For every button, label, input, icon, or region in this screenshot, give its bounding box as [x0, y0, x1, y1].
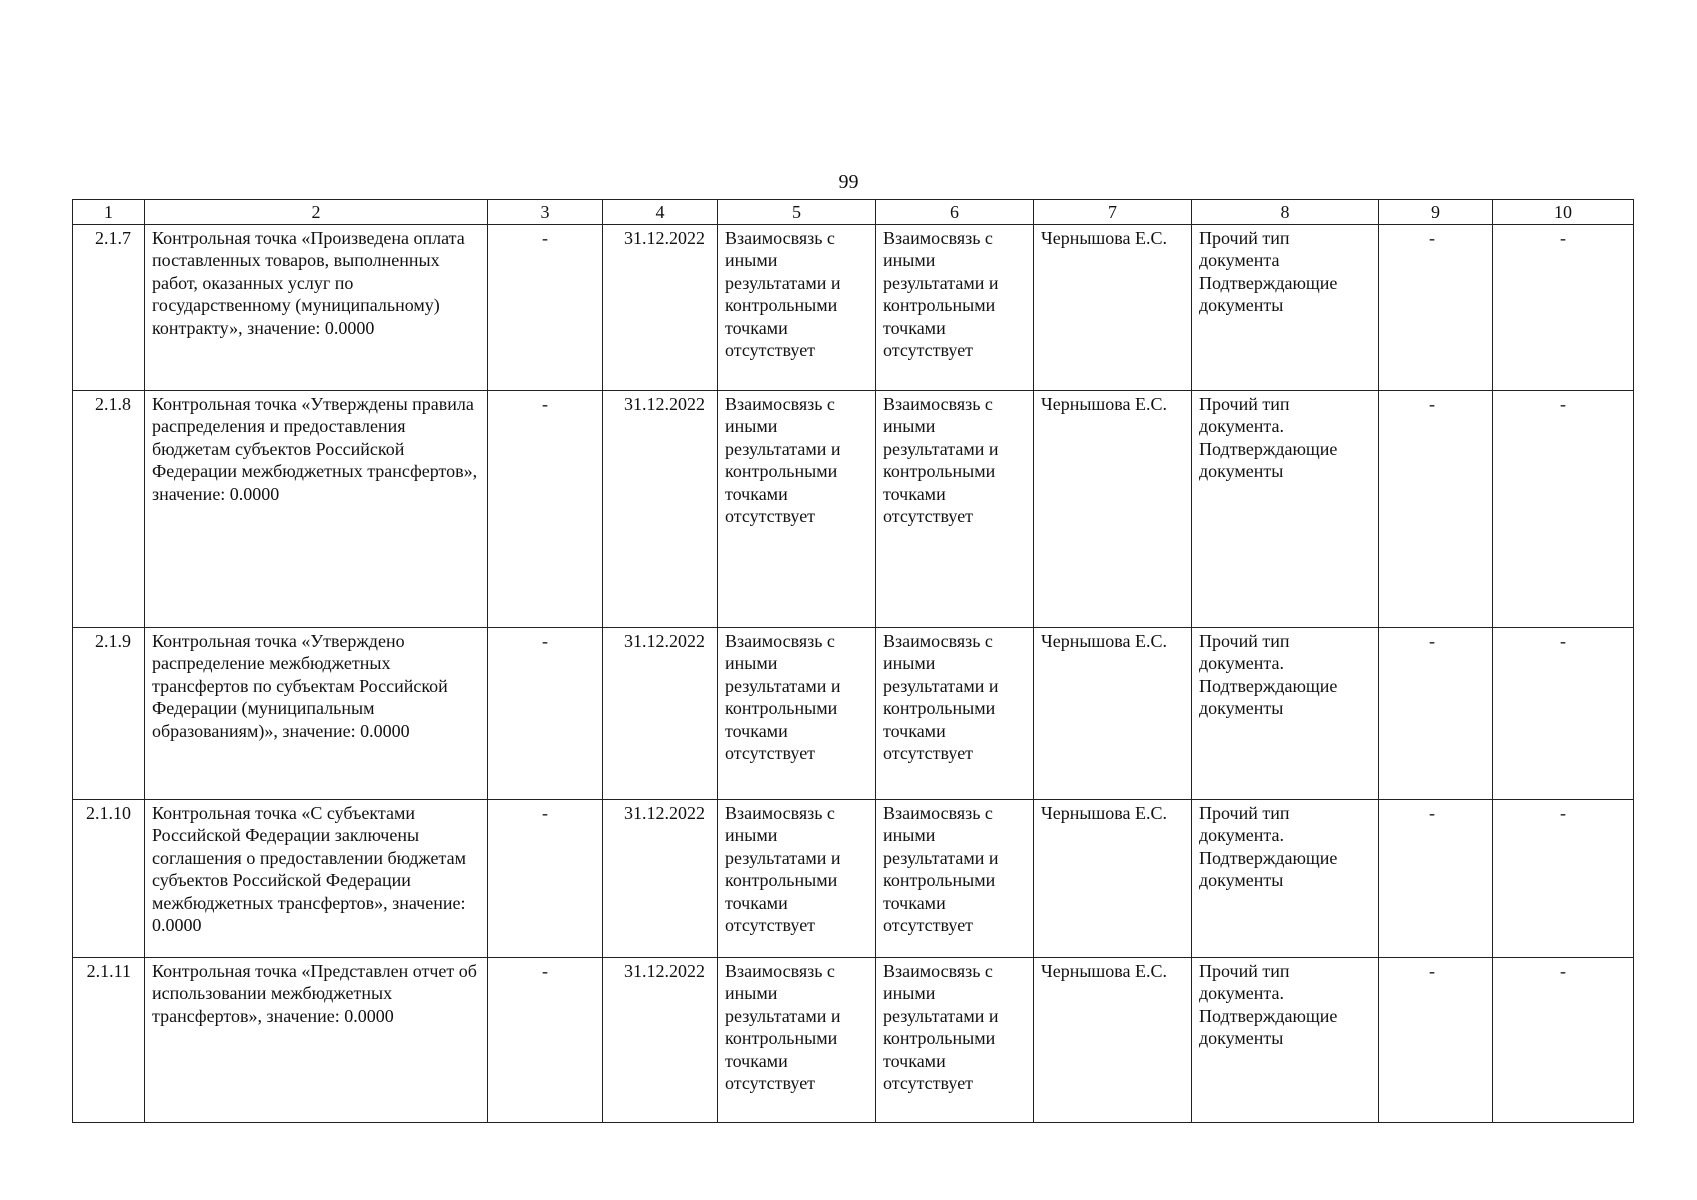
cell-col5: Взаимосвязь с иными результатами и контрольными точками отсутствует: [718, 627, 876, 799]
responsible-person: Чернышова Е.С.: [1034, 957, 1192, 1122]
table-row: [73, 224, 1634, 390]
column-number-row: [73, 200, 1634, 225]
cell-col5: Взаимосвязь с иными результатами и контрольными точками отсутствует: [718, 390, 876, 627]
cell-col6: Взаимосвязь с иными результатами и контрольными точками отсутствует: [876, 224, 1034, 390]
cell-col5: Взаимосвязь с иными результатами и контрольными точками отсутствует: [718, 224, 876, 390]
cell-col10: -: [1493, 390, 1634, 627]
column-header: 4: [603, 200, 718, 225]
table-row: [73, 957, 1634, 1122]
row-number: 2.1.7: [73, 224, 145, 390]
cell-col3: -: [488, 799, 603, 957]
column-header: 5: [718, 200, 876, 225]
row-number: 2.1.8: [73, 390, 145, 627]
document-type: Прочий тип документа. Подтверждающие документы: [1192, 627, 1379, 799]
checkpoint-name: Контрольная точка «С субъектами Российской Федерации заключены соглашения о предоставлении бюджетам субъектов Российской Федерации межбюджетных трансфертов», значение: 0.0000: [145, 799, 488, 957]
checkpoint-name: Контрольная точка «Утверждены правила распределения и предоставления бюджетам субъектов Российской Федерации межбюджетных трансфертов», значение: 0.0000: [145, 390, 488, 627]
deadline-date: 31.12.2022: [603, 799, 718, 957]
cell-col3: -: [488, 390, 603, 627]
deadline-date: 31.12.2022: [603, 390, 718, 627]
column-header: 2: [145, 200, 488, 225]
column-header: 3: [488, 200, 603, 225]
cell-col10: -: [1493, 799, 1634, 957]
deadline-date: 31.12.2022: [603, 627, 718, 799]
cell-col6: Взаимосвязь с иными результатами и контрольными точками отсутствует: [876, 957, 1034, 1122]
row-number: 2.1.9: [73, 627, 145, 799]
cell-col9: -: [1379, 627, 1493, 799]
checkpoint-name: Контрольная точка «Утверждено распределение межбюджетных трансфертов по субъектам Российской Федерации (муниципальным образованиям)», значение: 0.0000: [145, 627, 488, 799]
cell-col9: -: [1379, 224, 1493, 390]
cell-col3: -: [488, 957, 603, 1122]
cell-col5: Взаимосвязь с иными результатами и контрольными точками отсутствует: [718, 799, 876, 957]
document-type: Прочий тип документа. Подтверждающие документы: [1192, 957, 1379, 1122]
column-header: 1: [73, 200, 145, 225]
document-type: Прочий тип документа. Подтверждающие документы: [1192, 390, 1379, 627]
deadline-date: 31.12.2022: [603, 224, 718, 390]
checkpoints-table: [72, 199, 1634, 1123]
cell-col9: -: [1379, 799, 1493, 957]
cell-col10: -: [1493, 627, 1634, 799]
document-type: Прочий тип документа Подтверждающие документы: [1192, 224, 1379, 390]
document-type: Прочий тип документа. Подтверждающие документы: [1192, 799, 1379, 957]
responsible-person: Чернышова Е.С.: [1034, 224, 1192, 390]
cell-col5: Взаимосвязь с иными результатами и контрольными точками отсутствует: [718, 957, 876, 1122]
column-header: 7: [1034, 200, 1192, 225]
cell-col3: -: [488, 224, 603, 390]
cell-col9: -: [1379, 957, 1493, 1122]
row-number: 2.1.11: [73, 957, 145, 1122]
checkpoint-name: Контрольная точка «Произведена оплата поставленных товаров, выполненных работ, оказанных услуг по государственному (муниципальному) контракту», значение: 0.0000: [145, 224, 488, 390]
page-number: 99: [838, 171, 859, 193]
table-row: [73, 390, 1634, 627]
cell-col6: Взаимосвязь с иными результатами и контрольными точками отсутствует: [876, 627, 1034, 799]
cell-col10: -: [1493, 957, 1634, 1122]
table-row: [73, 799, 1634, 957]
cell-col10: -: [1493, 224, 1634, 390]
checkpoint-name: Контрольная точка «Представлен отчет об использовании межбюджетных трансфертов», значение: 0.0000: [145, 957, 488, 1122]
deadline-date: 31.12.2022: [603, 957, 718, 1122]
column-header: 10: [1493, 200, 1634, 225]
table-row: [73, 627, 1634, 799]
column-header: 8: [1192, 200, 1379, 225]
column-header: 9: [1379, 200, 1493, 225]
responsible-person: Чернышова Е.С.: [1034, 627, 1192, 799]
cell-col3: -: [488, 627, 603, 799]
cell-col6: Взаимосвязь с иными результатами и контрольными точками отсутствует: [876, 799, 1034, 957]
responsible-person: Чернышова Е.С.: [1034, 390, 1192, 627]
responsible-person: Чернышова Е.С.: [1034, 799, 1192, 957]
cell-col6: Взаимосвязь с иными результатами и контрольными точками отсутствует: [876, 390, 1034, 627]
cell-col9: -: [1379, 390, 1493, 627]
row-number: 2.1.10: [73, 799, 145, 957]
column-header: 6: [876, 200, 1034, 225]
